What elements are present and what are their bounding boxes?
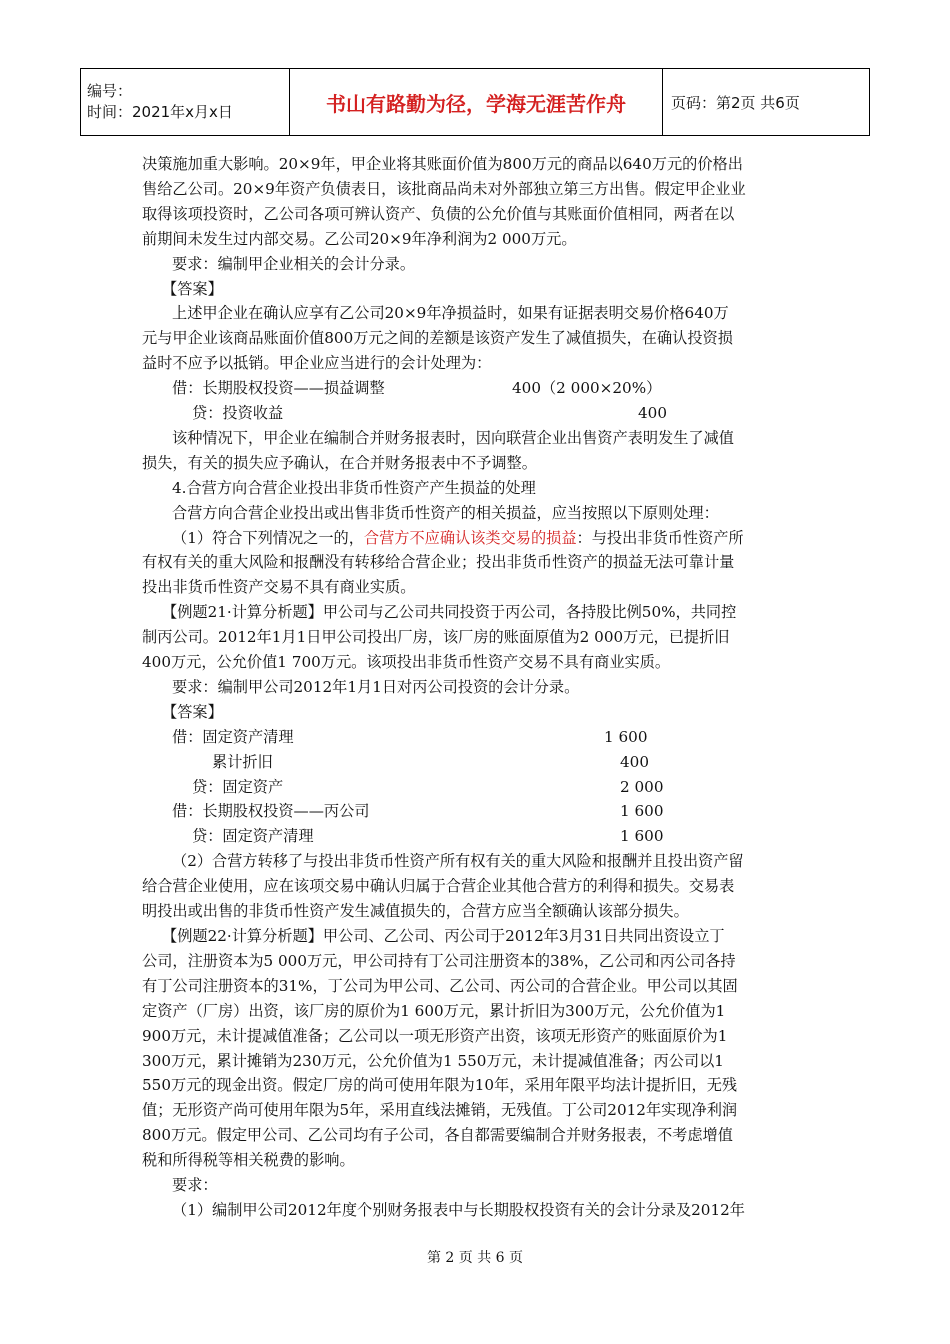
text-line: 上述甲企业在确认应享有乙公司20×9年净损益时，如果有证据表明交易价格640万 — [172, 304, 729, 323]
text-line: 300万元，累计摊销为230万元，公允价值为1 550万元，未计提减值准备；丙公司以1 — [142, 1051, 724, 1070]
entry-account: 借：长期股权投资——损益调整 — [172, 379, 385, 398]
text-line: 损失，有关的损失应予确认，在合并财务报表中不予调整。 — [142, 453, 537, 472]
document-code-label: 编号： — [87, 82, 133, 100]
text-segment: ：与投出非货币性资产所 — [576, 528, 744, 547]
journal-entry-credit — [142, 401, 812, 426]
requirement: 要求： — [172, 1176, 218, 1195]
text-line: 元与甲企业该商品账面价值800万元之间的差额是该资产发生了减值损失，在确认投资损 — [142, 329, 733, 348]
highlighted-text: 合营方不应确认该类交易的损益 — [363, 528, 577, 547]
text-line: 税和所得税等相关税费的影响。 — [142, 1151, 355, 1170]
answer-label: 【答案】 — [162, 702, 223, 721]
journal-entry-line — [142, 824, 812, 849]
entry-account: 贷：固定资产清理 — [192, 827, 314, 846]
header-left-cell — [81, 69, 290, 136]
text-line: 前期间未发生过内部交易。乙公司20×9年净利润为2 000万元。 — [142, 229, 577, 248]
text-line: 该种情况下，甲企业在编制合并财务报表时，因向联营企业出售资产表明发生了减值 — [172, 428, 734, 447]
journal-entry-line — [142, 775, 812, 800]
answer-label: 【答案】 — [162, 279, 223, 298]
entry-amount: 1 600 — [620, 802, 664, 821]
entry-amount: 1 600 — [620, 827, 664, 846]
text-line: 900万元，未计提减值准备；乙公司以一项无形资产出资，该项无形资产的账面原价为1 — [142, 1026, 728, 1045]
text-line: 明投出或出售的非货币性资产发生减值损失的，合营方应当全额确认该部分损失。 — [142, 902, 689, 921]
entry-amount: 400 — [638, 404, 667, 423]
text-line: 售给乙公司。20×9年资产负债表日，该批商品尚未对外部独立第三方出售。假定甲企业业 — [142, 179, 746, 198]
text-line: 550万元的现金出资。假定厂房的尚可使用年限为10年，采用年限平均法计提折旧，无残 — [142, 1076, 738, 1095]
text-line: 投出非货币性资产交易不具有商业实质。 — [142, 578, 416, 597]
header-page-number: 页码：第2页 共6页 — [663, 69, 870, 136]
text-line: 定资产（厂房）出资，该厂房的原价为1 600万元，累计折旧为300万元，公允价值为1 — [142, 1001, 726, 1020]
header-motto: 书山有路勤为径，学海无涯苦作舟 — [290, 69, 663, 136]
entry-account: 借：长期股权投资——丙公司 — [172, 802, 370, 821]
section-heading: 4.合营方向合营企业投出非货币性资产产生损益的处理 — [172, 478, 536, 497]
text-line: （1）编制甲公司2012年度个别财务报表中与长期股权投资有关的会计分录及2012年 — [172, 1200, 745, 1219]
entry-amount: 1 600 — [604, 727, 648, 746]
journal-entry-line — [142, 799, 812, 824]
entry-amount: 400 — [620, 752, 649, 771]
text-line: 决策施加重大影响。20×9年，甲企业将其账面价值为800万元的商品以640万元的价格出 — [142, 155, 743, 173]
text-line: 400万元，公允价值1 700万元。该项投出非货币性资产交易不具有商业实质。 — [142, 653, 671, 672]
text-line: 益时不应予以抵销。甲企业应当进行的会计处理为： — [142, 354, 492, 373]
requirement: 要求：编制甲公司2012年1月1日对丙公司投资的会计分录。 — [172, 678, 580, 696]
example-heading-line: 【例题22·计算分析题】甲公司、乙公司、丙公司于2012年3月31日共同出资设立丁 — [162, 926, 725, 945]
text-line: 800万元。假定甲公司、乙公司均有子公司，各自都需要编制合并财务报表，不考虑增值 — [142, 1126, 733, 1145]
text-segment: （1）符合下列情况之一的， — [172, 528, 364, 547]
page-footer: 第 2 页 共 6 页 — [426, 1250, 524, 1266]
entry-account: 贷：投资收益 — [192, 404, 284, 423]
journal-entry-line — [142, 750, 812, 775]
text-line: 取得该项投资时，乙公司各项可辨认资产、负债的公允价值与其账面价值相同，两者在以 — [142, 204, 735, 223]
entry-account: 借：固定资产清理 — [172, 727, 294, 746]
text-line: 合营方向合营企业投出或出售非货币性资产的相关损益，应当按照以下原则处理： — [172, 503, 719, 522]
text-line: （2）合营方转移了与投出非货币性资产所有权有关的重大风险和报酬并且投出资产留 — [172, 852, 744, 871]
text-line: 制丙公司。2012年1月1日甲公司投出厂房，该厂房的账面原值为2 000万元，已提折旧 — [142, 628, 730, 647]
text-line: 有丁公司注册资本的31%，丁公司为甲公司、乙公司、丙公司的合营企业。甲公司以其固 — [142, 976, 738, 995]
text-line: 给合营企业使用，应在该项交易中确认归属于合营企业其他合营方的利得和损失。交易表 — [142, 877, 735, 896]
entry-amount: 400（2 000×20%） — [512, 379, 662, 398]
document-body — [142, 152, 812, 1223]
entry-account: 贷：固定资产 — [192, 777, 284, 796]
text-line: 值；无形资产尚可使用年限为5年，采用直线法摊销，无残值。丁公司2012年实现净利润 — [142, 1101, 738, 1120]
entry-account: 累计折旧 — [212, 752, 273, 771]
journal-entry-debit — [142, 376, 812, 401]
text-line: 公司，注册资本为5 000万元，甲公司持有丁公司注册资本的38%，乙公司和丙公司各持 — [142, 951, 736, 970]
entry-amount: 2 000 — [620, 777, 664, 796]
page-header — [80, 68, 870, 136]
text-line — [142, 526, 812, 551]
example-heading-line: 【例题21·计算分析题】甲公司与乙公司共同投资于丙公司，各持股比例50%，共同控 — [162, 603, 737, 622]
requirement: 要求：编制甲企业相关的会计分录。 — [172, 254, 415, 273]
journal-entry-line — [142, 725, 812, 750]
text-line: 有权有关的重大风险和报酬没有转移给合营企业；投出非货币性资产的损益无法可靠计量 — [142, 553, 735, 572]
document-date: 时间：2021年x月x日 — [87, 103, 233, 121]
